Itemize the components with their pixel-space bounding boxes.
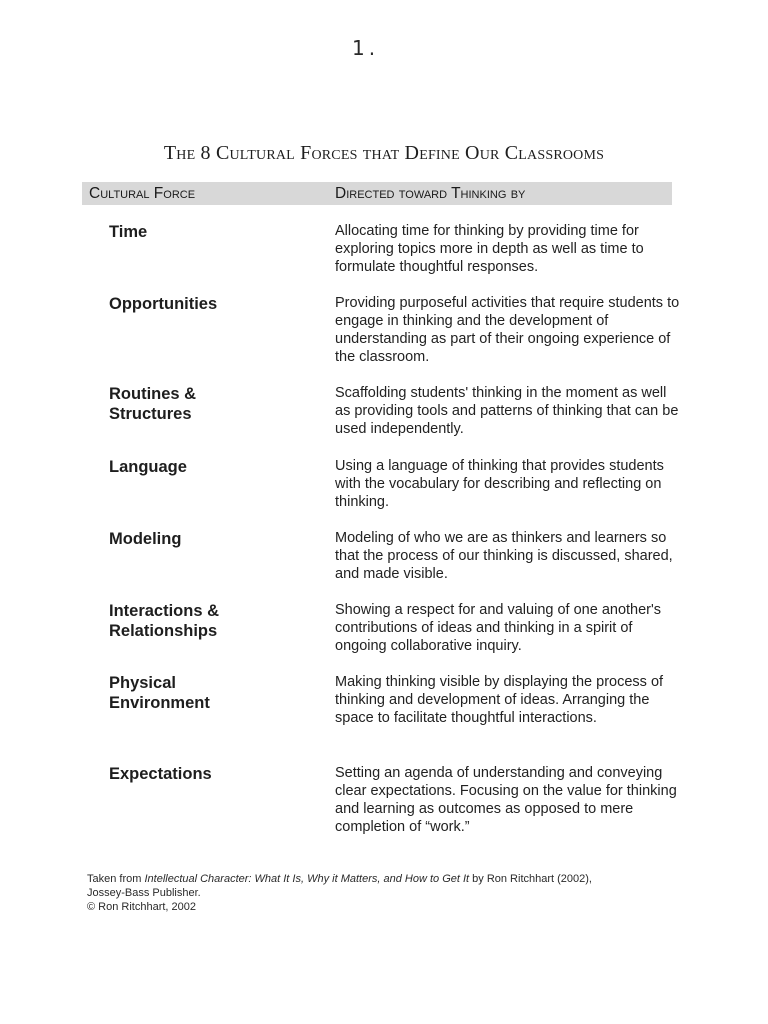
force-name: Routines & Structures xyxy=(109,385,197,423)
page-title: The 8 Cultural Forces that Define Our Classrooms xyxy=(163,142,605,164)
citation-line xyxy=(87,872,687,886)
force-description: Scaffolding students' thinking in the moment as well as providing tools and patterns of thinking that can be used independently. xyxy=(335,385,679,437)
force-name: Language xyxy=(109,458,187,476)
force-description: Setting an agenda of understanding and conveying clear expectations. Focusing on the value for thinking and learning as outcomes as opposed to mere completion of “work.” xyxy=(335,765,677,835)
force-description: Providing purposeful activities that require students to engage in thinking and the development of understanding as part of their ongoing experience of the classroom. xyxy=(335,295,680,365)
citation-suffix: by Ron Ritchhart (2002), xyxy=(469,873,592,885)
force-description: Making thinking visible by displaying the process of thinking and development of ideas. Arranging the space to facilitate thoughtful interactions. xyxy=(335,674,664,726)
force-name: Time xyxy=(109,223,148,241)
source-citation xyxy=(87,872,687,914)
citation-prefix: Taken from xyxy=(87,873,145,885)
force-description: Modeling of who we are as thinkers and learners so that the process of our thinking is discussed, shared, and made visible. xyxy=(335,530,673,582)
column-header-directed-toward-thinking: Directed toward Thinking by xyxy=(335,185,526,202)
force-name: Expectations xyxy=(109,765,212,783)
force-description: Showing a respect for and valuing of one another's contributions of ideas and thinking in a spirit of ongoing collaborative inquiry. xyxy=(335,602,662,654)
force-description: Using a language of thinking that provides students with the vocabulary for describing and reflecting on thinking. xyxy=(335,458,664,510)
column-header-cultural-force: Cultural Force xyxy=(89,185,196,202)
citation-copyright: © Ron Ritchhart, 2002 xyxy=(87,901,196,913)
force-name: Modeling xyxy=(109,530,182,548)
force-description: Allocating time for thinking by providing time for exploring topics more in depth as well as time to formulate thoughtful responses. xyxy=(335,223,644,275)
citation-book-title: Intellectual Character: What It Is, Why it Matters, and How to Get It xyxy=(144,873,470,885)
citation-publisher: Jossey-Bass Publisher. xyxy=(87,887,201,899)
page-number: 1. xyxy=(352,36,380,60)
force-name: Physical Environment xyxy=(109,674,210,712)
force-name: Opportunities xyxy=(109,295,218,313)
force-name: Interactions & Relationships xyxy=(109,602,220,640)
